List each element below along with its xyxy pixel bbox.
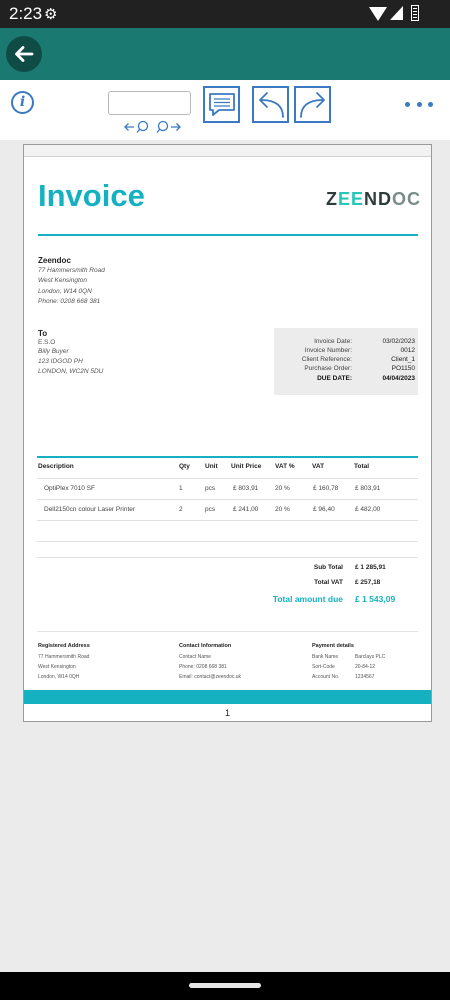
cell-unit: pcs bbox=[205, 506, 216, 513]
app-bar bbox=[0, 28, 450, 80]
page-number-input[interactable] bbox=[108, 91, 191, 115]
payment-value: Barclays PLC bbox=[355, 654, 386, 660]
cell-unit: pcs bbox=[205, 485, 216, 492]
cell-vat: £ 96,40 bbox=[313, 506, 335, 513]
zoom-in-icon[interactable] bbox=[155, 120, 183, 134]
dot-icon bbox=[405, 102, 410, 107]
undo-button[interactable] bbox=[252, 86, 289, 123]
speech-bubble-icon bbox=[208, 92, 236, 118]
viewer-toolbar bbox=[0, 80, 450, 140]
home-gesture-pill[interactable] bbox=[189, 983, 261, 988]
col-header-vat-percent: VAT % bbox=[275, 463, 295, 470]
table-row-divider bbox=[37, 478, 418, 479]
contact-name: Contact Name bbox=[179, 654, 211, 660]
total-due-label: Total amount due bbox=[272, 594, 343, 604]
payment-details-heading: Payment details bbox=[312, 643, 354, 649]
sender-phone: Phone: 0208 668 381 bbox=[38, 298, 101, 305]
dot-icon bbox=[417, 102, 422, 107]
col-header-total: Total bbox=[354, 463, 370, 470]
payment-value: 20-84-12 bbox=[355, 664, 376, 670]
meta-row-due-date: DUE DATE: 04/04/2023 bbox=[317, 375, 415, 382]
cell-description: Dell2150cn colour Laser Printer bbox=[44, 506, 136, 513]
total-vat-label: Total VAT bbox=[314, 579, 343, 586]
meta-row-invoice-date: Invoice Date: 03/02/2023 bbox=[314, 338, 415, 345]
invoice-page bbox=[23, 144, 432, 722]
cell-unit-price: £ 803,91 bbox=[233, 485, 259, 492]
table-row-divider bbox=[37, 557, 418, 558]
footer-teal-band bbox=[24, 690, 431, 704]
registered-address-heading: Registered Address bbox=[38, 643, 90, 649]
col-header-description: Description bbox=[38, 463, 74, 470]
recipient-address-line: 123 IDGOD PH bbox=[38, 358, 83, 365]
total-due-value: £ 1 543,09 bbox=[355, 594, 396, 604]
table-row-divider bbox=[37, 541, 418, 542]
dot-icon bbox=[428, 102, 433, 107]
table-row-divider bbox=[37, 520, 418, 521]
meta-row-invoice-number: Invoice Number: 0012 bbox=[304, 347, 415, 354]
col-header-qty: Qty bbox=[179, 463, 190, 470]
page-number: 1 bbox=[224, 708, 230, 718]
contact-email: Email: contact@zeendoc.uk bbox=[179, 674, 242, 680]
col-header-unit-price: Unit Price bbox=[231, 463, 262, 470]
undo-arrow-icon bbox=[256, 91, 286, 119]
registered-address-line: London, W14 0QH bbox=[38, 674, 80, 680]
contact-phone: Phone: 0208 668 381 bbox=[179, 664, 227, 670]
wifi-icon bbox=[369, 7, 387, 21]
sender-address-line: 77 Hammersmith Road bbox=[38, 267, 105, 274]
zoom-out-icon[interactable] bbox=[123, 120, 151, 134]
document-viewer[interactable] bbox=[0, 140, 450, 972]
registered-address-line: West Kensington bbox=[38, 664, 76, 670]
cell-description: OptiPlex 7010 SF bbox=[44, 485, 95, 492]
header-divider bbox=[38, 234, 418, 236]
cell-total: £ 482,00 bbox=[355, 506, 381, 513]
recipient-address-line: LONDON, WC2N 5DU bbox=[38, 368, 104, 375]
sender-address-line: West Kensington bbox=[38, 277, 88, 284]
subtotal-value: £ 1 285,91 bbox=[355, 564, 386, 571]
page-top-strip bbox=[24, 145, 431, 157]
cell-vat-percent: 20 % bbox=[275, 506, 290, 513]
comment-button[interactable] bbox=[203, 86, 240, 123]
footer-divider bbox=[37, 631, 418, 632]
recipient-name: Billy Buyer bbox=[38, 348, 69, 355]
subtotal-label: Sub Total bbox=[313, 564, 343, 571]
table-row-divider bbox=[37, 499, 418, 500]
payment-key: Sort-Code bbox=[312, 664, 335, 670]
payment-key: Bank Name bbox=[312, 654, 339, 660]
redo-arrow-icon bbox=[298, 91, 328, 119]
meta-row-purchase-order: Purchase Order: PO1150 bbox=[304, 365, 415, 372]
back-button[interactable] bbox=[6, 36, 42, 72]
redo-button[interactable] bbox=[294, 86, 331, 123]
cellular-signal-icon bbox=[390, 6, 403, 20]
system-nav-bar bbox=[0, 972, 450, 1000]
col-header-unit: Unit bbox=[205, 463, 218, 470]
sender-name: Zeendoc bbox=[38, 256, 71, 265]
total-vat-value: £ 257,18 bbox=[355, 579, 381, 586]
table-top-rule bbox=[37, 456, 418, 458]
recipient-label: To bbox=[38, 329, 48, 338]
battery-icon bbox=[411, 5, 419, 21]
recipient-company: E.S.O bbox=[38, 339, 56, 346]
cell-unit-price: £ 241,00 bbox=[233, 506, 259, 513]
more-options-button[interactable] bbox=[405, 98, 433, 110]
meta-row-client-reference: Client Reference: Client_1 bbox=[301, 356, 415, 363]
sender-address-line: London, W14 0QN bbox=[38, 288, 92, 295]
cell-qty: 1 bbox=[179, 485, 183, 492]
invoice-meta-box bbox=[274, 328, 418, 395]
payment-key: Account No. bbox=[312, 674, 340, 680]
cell-total: £ 803,91 bbox=[355, 485, 381, 492]
settings-gear-icon: ⚙ bbox=[44, 6, 58, 23]
invoice-title: Invoice bbox=[38, 178, 145, 213]
cell-vat-percent: 20 % bbox=[275, 485, 290, 492]
registered-address-line: 77 Hammersmith Road bbox=[38, 654, 90, 660]
arrow-left-icon bbox=[13, 43, 35, 65]
contact-info-heading: Contact Information bbox=[179, 643, 232, 649]
zeendoc-logo: ZEENDOC bbox=[326, 189, 422, 209]
status-time: 2:23 bbox=[9, 4, 43, 23]
status-bar bbox=[0, 0, 450, 28]
cell-vat: £ 160,78 bbox=[313, 485, 339, 492]
cell-qty: 2 bbox=[179, 506, 183, 513]
col-header-vat: VAT bbox=[312, 463, 325, 470]
payment-value: 1234567 bbox=[355, 674, 375, 680]
info-icon[interactable]: i bbox=[11, 91, 34, 114]
